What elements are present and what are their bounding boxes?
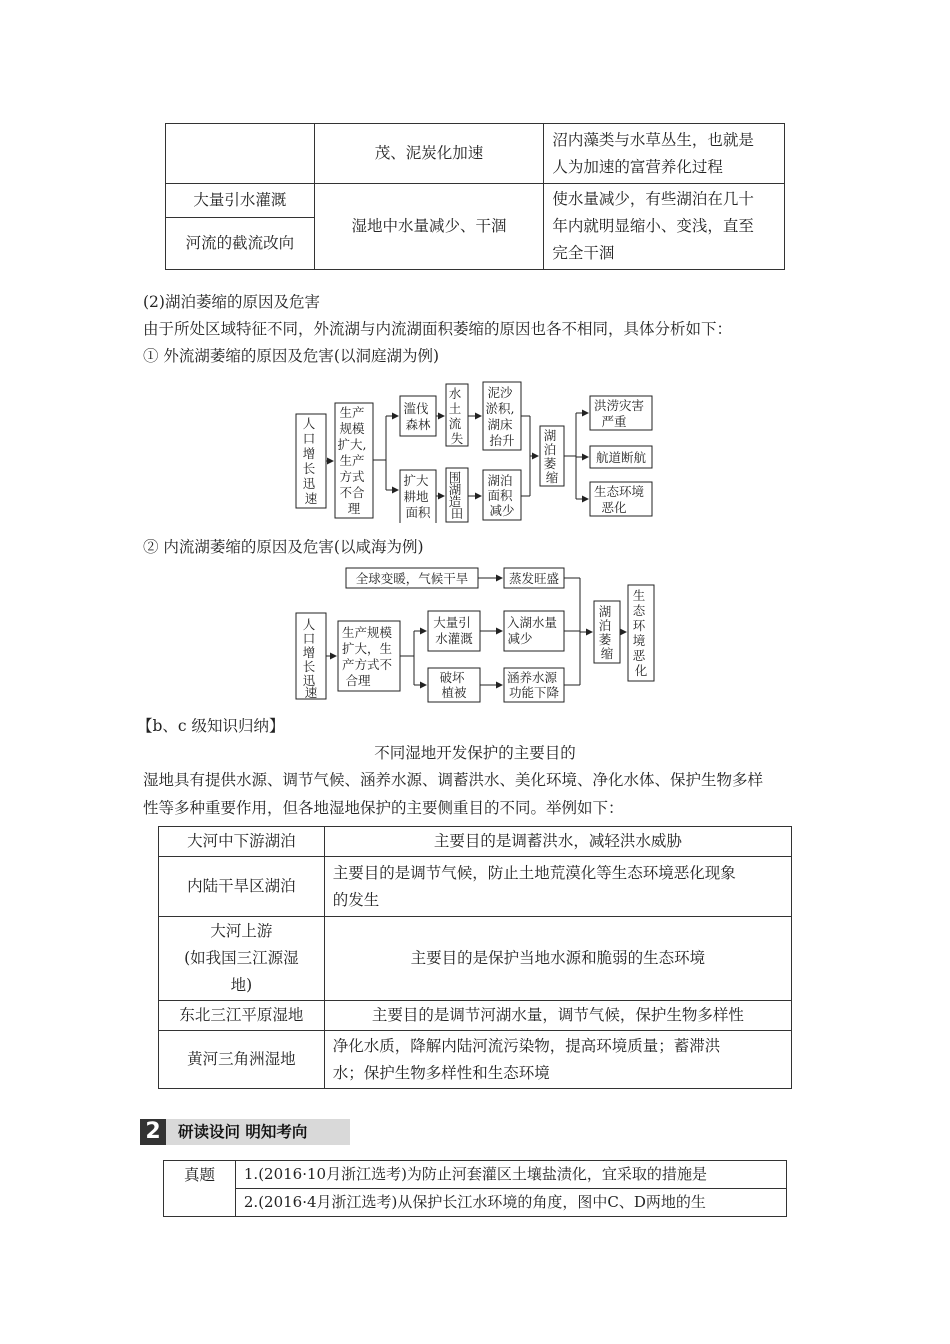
sub-heading-1: ① 外流湖萎缩的原因及危害(以洞庭湖为例) xyxy=(143,347,440,365)
table1-r3-c1b: 河流的截流改向 xyxy=(166,218,315,270)
bc-title: 不同湿地开发保护的主要目的 xyxy=(374,744,576,762)
exam-question-2: 2.(2016·4月浙江选考)从保护长江水环境的角度，图中C、D两地的生 xyxy=(235,1189,786,1217)
section-number: 2 xyxy=(140,1119,166,1145)
table1-r2-c3-line3: 完全干涸 xyxy=(552,244,615,262)
d1-soil-text: 水 土 流 失 xyxy=(448,386,464,446)
table2-row2-desc-line1: 主要目的是调节气候，防止土地荒漠化等生态环境恶化现象 xyxy=(332,863,736,882)
bc-intro-line2: 性等多种重要作用，但各地湿地保护的主要侧重目的不同。举例如下： xyxy=(143,799,624,817)
d1-farmland-text: 扩大 耕地 面积 xyxy=(403,473,431,520)
table1-r2-c3-line2: 年内就明显缩小、变浅，直至 xyxy=(552,217,754,235)
bc-heading: 【b、c 级知识归纳】 xyxy=(137,717,285,735)
d1-production-text: 生产 规模 扩大, 生产 方式 不合 理 xyxy=(337,405,367,516)
table1-r1-c3-line1: 沼内藻类与水草丛生，也就是 xyxy=(552,130,754,149)
table2-row5-desc-line1: 净化水质，降解内陆河流污染物，提高环境质量；蓄滞洪 xyxy=(332,1036,721,1055)
exam-label: 真题 xyxy=(164,1161,236,1217)
table2-row3-name-line2: (如我国三江源湿 xyxy=(184,949,299,967)
table2-row3-name-line1: 大河上游 xyxy=(210,922,273,940)
d2-veg-text: 破坏 植被 xyxy=(439,670,467,700)
table2-row4-desc: 主要目的是调节河湖水量，调节气候，保护生物多样性 xyxy=(324,1001,791,1031)
table2-row3-name xyxy=(159,917,325,1001)
d1-population-text: 人 口 增 长 迅 速 xyxy=(302,416,318,506)
d1-deforest-text: 滥伐 森林 xyxy=(403,401,431,432)
section-title: 研读设问 明知考向 xyxy=(178,1123,308,1141)
table2-row2-name: 内陆干旱区湖泊 xyxy=(159,857,325,917)
section-heading: (2)湖泊萎缩的原因及危害 xyxy=(143,293,320,311)
d1-reclaim-text: 围 湖 造 田 xyxy=(448,470,464,521)
table2-row1-desc: 主要目的是调蓄洪水，减轻洪水威胁 xyxy=(324,827,791,857)
table1-empty-cell xyxy=(166,124,315,184)
d2-production-text: 生产规模 扩大，生 产方式不 合理 xyxy=(342,625,393,688)
table2-row4-name: 东北三江平原湿地 xyxy=(159,1001,325,1031)
table1-r2-c3-line1: 使水量减少，有些湖泊在几十 xyxy=(552,190,754,208)
table1-r1-c2: 茂、泥炭化加速 xyxy=(314,124,544,184)
d1-shrink-text: 湖 泊 萎 缩 xyxy=(543,428,559,485)
table2-row5-desc-line2: 水；保护生物多样性和生态环境 xyxy=(332,1063,550,1082)
exam-question-table xyxy=(163,1160,787,1217)
outflow-lake-flowchart xyxy=(290,378,662,523)
d1-area-text: 湖泊 面积 减少 xyxy=(487,473,515,518)
table2-row2-desc xyxy=(324,857,791,917)
table1-r2-c3 xyxy=(544,184,785,270)
d1-flood-text: 洪涝灾害 严重 xyxy=(594,398,645,429)
d1-silt-text: 泥沙 淤积, 湖床 抬升 xyxy=(485,385,515,448)
d2-climate-text: 全球变暖，气候干旱 xyxy=(355,571,469,586)
table1-r2-c2: 湿地中水量减少、干涸 xyxy=(314,184,544,270)
sub-heading-2: ② 内流湖萎缩的原因及危害(以咸海为例) xyxy=(143,538,424,556)
d2-evap-text: 蒸发旺盛 xyxy=(508,571,560,586)
d2-water-text: 涵养水源 功能下降 xyxy=(507,670,560,700)
table2-row3-desc: 主要目的是保护当地水源和脆弱的生态环境 xyxy=(324,917,791,1001)
table2-row2-desc-line2: 的发生 xyxy=(332,890,380,909)
d1-eco-text: 生态环境 恶化 xyxy=(594,484,645,515)
table2-row3-name-line3: 地) xyxy=(230,976,253,994)
d1-shipping-text: 航道断航 xyxy=(595,450,647,465)
section-badge xyxy=(140,1119,350,1145)
table1-r2-c1a: 大量引水灌溉 xyxy=(166,184,315,218)
exam-question-1: 1.(2016·10月浙江选考)为防止河套灌区土壤盐渍化，宜采取的措施是 xyxy=(235,1161,786,1189)
d2-eco-text: 生 态 环 境 恶 化 xyxy=(632,588,648,678)
table1-r1-c3-line2: 人为加速的富营养化过程 xyxy=(552,157,723,176)
inland-lake-flowchart xyxy=(292,563,664,703)
d2-irrigation-text: 大量引 水灌溉 xyxy=(433,615,473,646)
bc-intro-line1: 湿地具有提供水源、调节气候、涵养水源、调蓄洪水、美化环境、净化水体、保护生物多样 xyxy=(143,771,764,789)
d2-inflow-text: 入湖水量 减少 xyxy=(507,615,558,646)
table2-row1-name: 大河中下游湖泊 xyxy=(159,827,325,857)
table1-r1-c3 xyxy=(544,124,785,184)
section-intro: 由于所处区域特征不同，外流湖与内流湖面积萎缩的原因也各不相同，具体分析如下： xyxy=(143,320,733,338)
wetland-purpose-table xyxy=(158,826,792,1089)
table2-row5-name: 黄河三角洲湿地 xyxy=(159,1031,325,1089)
table2-row5-desc xyxy=(324,1031,791,1089)
d2-shrink-text: 湖 泊 萎 缩 xyxy=(598,604,614,661)
d2-population-text: 人 口 增 长 迅 速 xyxy=(302,617,318,700)
wetland-impact-table xyxy=(165,123,785,270)
